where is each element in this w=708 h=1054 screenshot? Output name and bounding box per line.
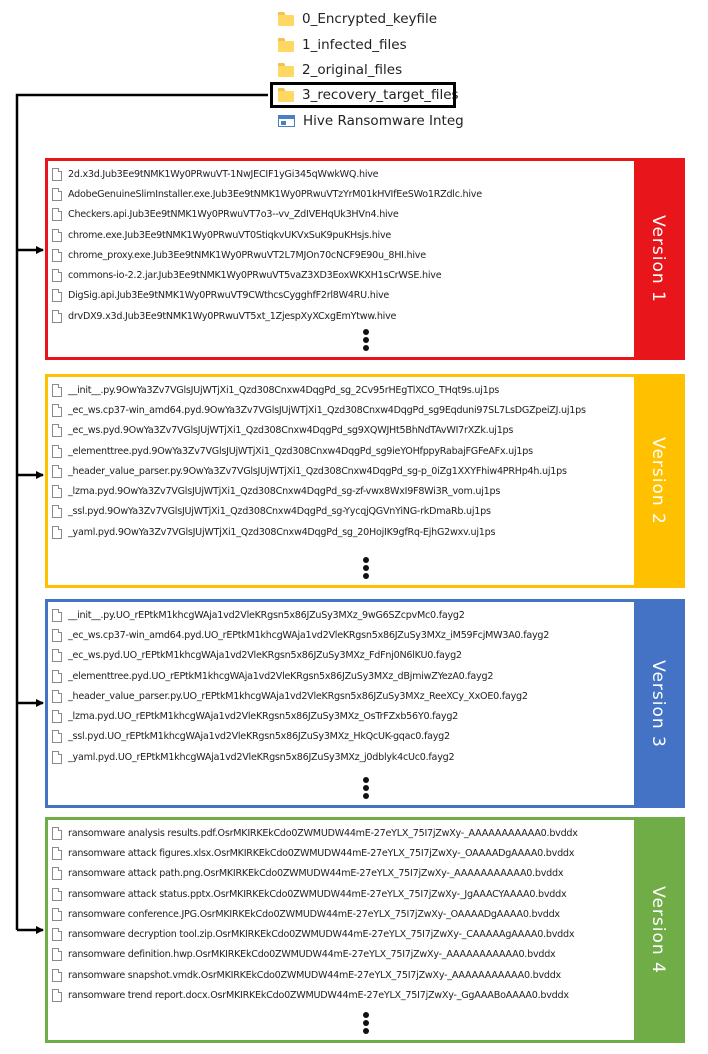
file-name: _ssl.pyd.9OwYa3Zv7VGlsJUjWTjXi1_Qzd308Cnxw4DqgPd_sg-YycqjQGVnYiNG-rkDmaRb.uj1ps (68, 506, 491, 518)
file-name: ransomware decryption tool.zip.OsrMKIRKEkCdo0ZWMUDW44mE-27eYLX_75I7jZwXy-_CAAAAAgAAAA0.bvddx (68, 929, 575, 941)
file-icon (52, 948, 62, 961)
version-3-tab (634, 602, 682, 805)
file-row[interactable] (52, 184, 482, 204)
file-icon (52, 670, 62, 683)
version-2-tab (634, 377, 682, 585)
file-row[interactable] (52, 686, 549, 706)
file-row[interactable] (52, 522, 586, 542)
app-label: Hive Ransomware Integ (303, 113, 464, 129)
file-icon (52, 867, 62, 880)
file-icon (52, 168, 62, 181)
file-row[interactable] (52, 205, 482, 225)
version-3-label: Version 3 (648, 659, 669, 748)
file-row[interactable] (52, 605, 549, 625)
file-row[interactable] (52, 843, 578, 863)
file-name: __init__.py.9OwYa3Zv7VGlsJUjWTjXi1_Qzd308Cnxw4DqgPd_sg_2Cv95rHEgTlXCO_THqt9s.uj1ps (68, 384, 500, 396)
version-2-label: Version 2 (648, 437, 669, 525)
file-name: commons-io-2.2.jar.Jub3Ee9tNMK1Wy0PRwuVT5vaZ3XD3EoxWKXH1sCrWSE.hive (68, 270, 442, 282)
file-row[interactable] (52, 286, 482, 306)
file-row[interactable] (52, 421, 586, 441)
file-name: 2d.x3d.Jub3Ee9tNMK1Wy0PRwuVT-1NwJECIF1yGi345qWwkWQ.hive (68, 168, 379, 180)
file-row[interactable] (52, 245, 482, 265)
file-icon (52, 969, 62, 982)
file-name: AdobeGenuineSlimInstaller.exe.Jub3Ee9tNMK1Wy0PRwuVTzYrM01kHVIfEeSWo1RZdlc.hive (68, 188, 482, 200)
file-icon (52, 384, 62, 397)
file-name: ransomware trend report.docx.OsrMKIRKEkCdo0ZWMUDW44mE-27eYLX_75I7jZwXy-_GgAAABoAAAA0.bvddx (68, 990, 569, 1002)
file-icon (52, 730, 62, 743)
file-icon (52, 289, 62, 302)
highlight-box-recovery-target (270, 82, 456, 108)
file-row[interactable] (52, 502, 586, 522)
file-name: __init__.py.UO_rEPtkM1khcgWAja1vd2VleKRgsn5x86JZuSy3MXz_9wG6SZcpvMc0.fayg2 (68, 609, 465, 621)
file-icon (52, 609, 62, 622)
version-4-tab (634, 820, 682, 1040)
version-1-label: Version 1 (648, 215, 669, 303)
file-name: _elementtree.pyd.UO_rEPtkM1khcgWAja1vd2VleKRgsn5x86JZuSy3MXz_dBjmiwZYezA0.fayg2 (68, 670, 494, 682)
file-row[interactable] (52, 225, 482, 245)
ellipsis-vertical-icon (362, 777, 370, 799)
file-icon (52, 526, 62, 539)
file-icon (52, 229, 62, 242)
application-icon (278, 115, 295, 127)
app-item-hive-ransomware[interactable] (278, 110, 464, 132)
file-name: _ec_ws.cp37-win_amd64.pyd.9OwYa3Zv7VGlsJUjWTjXi1_Qzd308Cnxw4DqgPd_sg9Eqduni97SL7LsDGZpeiZJ.uj1ps (68, 404, 586, 416)
file-name: chrome.exe.Jub3Ee9tNMK1Wy0PRwuVT0StiqkvUKVxSuK9puKHsjs.hive (68, 229, 392, 241)
file-row[interactable] (52, 306, 482, 326)
file-row[interactable] (52, 625, 549, 645)
file-icon (52, 505, 62, 518)
file-icon (52, 751, 62, 764)
file-icon (52, 269, 62, 282)
file-name: _yaml.pyd.9OwYa3Zv7VGlsJUjWTjXi1_Qzd308Cnxw4DqgPd_sg_20HojIK9gfRq-EjhG2wxv.uj1ps (68, 526, 496, 538)
file-icon (52, 908, 62, 921)
file-row[interactable] (52, 924, 578, 944)
file-row[interactable] (52, 864, 578, 884)
file-icon (52, 928, 62, 941)
file-name: _header_value_parser.py.9OwYa3Zv7VGlsJUjWTjXi1_Qzd308Cnxw4DqgPd_sg-p_0iZg1XXYFhiw4PRHp4h.uj1ps (68, 465, 567, 477)
file-row[interactable] (52, 985, 578, 1005)
folder-icon (278, 63, 294, 77)
file-name: _ec_ws.pyd.UO_rEPtkM1khcgWAja1vd2VleKRgsn5x86JZuSy3MXz_FdFnj0N6lKU0.fayg2 (68, 650, 462, 662)
file-icon (52, 888, 62, 901)
version-2-box (45, 374, 685, 588)
file-icon (52, 847, 62, 860)
file-icon (52, 710, 62, 723)
file-icon (52, 485, 62, 498)
file-row[interactable] (52, 666, 549, 686)
version-3-file-list (52, 605, 549, 767)
file-name: ransomware attack status.pptx.OsrMKIRKEkCdo0ZWMUDW44mE-27eYLX_75I7jZwXy-_JgAAACYAAAA0.bvddx (68, 888, 567, 900)
file-name: _lzma.pyd.UO_rEPtkM1khcgWAja1vd2VleKRgsn5x86JZuSy3MXz_OsTrFZxb56Y0.fayg2 (68, 711, 459, 723)
file-name: Checkers.api.Jub3Ee9tNMK1Wy0PRwuVT7o3--vv_ZdIVEHqUk3HVn4.hive (68, 209, 399, 221)
file-row[interactable] (52, 727, 549, 747)
file-row[interactable] (52, 904, 578, 924)
version-2-file-list (52, 380, 586, 542)
file-row[interactable] (52, 441, 586, 461)
file-name: _ec_ws.cp37-win_amd64.pyd.UO_rEPtkM1khcgWAja1vd2VleKRgsn5x86JZuSy3MXz_iM59FcjMW3A0.fayg2 (68, 629, 550, 641)
folder-item-original-files[interactable] (278, 59, 402, 81)
file-name: chrome_proxy.exe.Jub3Ee9tNMK1Wy0PRwuVT2L7MJOn70cNCF9E90u_8HI.hive (68, 249, 426, 261)
file-name: _ec_ws.pyd.9OwYa3Zv7VGlsJUjWTjXi1_Qzd308Cnxw4DqgPd_sg9XQWJHt5BhNdTAvWI7rXZk.uj1ps (68, 425, 514, 437)
file-row[interactable] (52, 945, 578, 965)
file-row[interactable] (52, 823, 578, 843)
folder-label: 0_Encrypted_keyfile (302, 11, 438, 27)
file-icon (52, 465, 62, 478)
file-icon (52, 249, 62, 262)
file-row[interactable] (52, 265, 482, 285)
ellipsis-vertical-icon (362, 557, 370, 579)
file-name: DigSig.api.Jub3Ee9tNMK1Wy0PRwuVT9CWthcsCygghfF2rl8W4RU.hive (68, 290, 390, 302)
version-3-box (45, 599, 685, 808)
file-icon (52, 208, 62, 221)
ellipsis-vertical-icon (362, 329, 370, 351)
file-row[interactable] (52, 965, 578, 985)
file-row[interactable] (52, 400, 586, 420)
file-name: _header_value_parser.py.UO_rEPtkM1khcgWAja1vd2VleKRgsn5x86JZuSy3MXz_ReeXCy_XxOE0.fayg2 (68, 690, 528, 702)
file-name: _lzma.pyd.9OwYa3Zv7VGlsJUjWTjXi1_Qzd308Cnxw4DqgPd_sg-zf-vwx8WxI9F8Wi3R_vom.uj1ps (68, 486, 501, 498)
file-icon (52, 404, 62, 417)
file-icon (52, 445, 62, 458)
file-name: _ssl.pyd.UO_rEPtkM1khcgWAja1vd2VleKRgsn5x86JZuSy3MXz_HkQcUK-gqac0.fayg2 (68, 731, 450, 743)
version-4-file-list (52, 823, 578, 1006)
file-row[interactable] (52, 380, 586, 400)
version-4-box (45, 817, 685, 1043)
folder-item-infected-files[interactable] (278, 34, 407, 56)
file-name: ransomware analysis results.pdf.OsrMKIRKEkCdo0ZWMUDW44mE-27eYLX_75I7jZwXy-_AAAAAAAAAAA0.bvddx (68, 827, 578, 839)
file-name: ransomware conference.JPG.OsrMKIRKEkCdo0ZWMUDW44mE-27eYLX_75I7jZwXy-_OAAAADgAAAA0.bvddx (68, 908, 560, 920)
file-icon (52, 649, 62, 662)
file-name: ransomware snapshot.vmdk.OsrMKIRKEkCdo0ZWMUDW44mE-27eYLX_75I7jZwXy-_AAAAAAAAAAA0.bvddx (68, 969, 561, 981)
folder-label: 1_infected_files (302, 37, 407, 53)
file-row[interactable] (52, 646, 549, 666)
file-icon (52, 424, 62, 437)
file-icon (52, 989, 62, 1002)
folder-icon (278, 38, 294, 52)
file-name: ransomware attack path.png.OsrMKIRKEkCdo0ZWMUDW44mE-27eYLX_75I7jZwXy-_AAAAAAAAAAA0.bvddx (68, 868, 564, 880)
file-row[interactable] (52, 884, 578, 904)
file-icon (52, 629, 62, 642)
file-icon (52, 690, 62, 703)
folder-label: 3_recovery_target_files (302, 87, 459, 103)
file-icon (52, 188, 62, 201)
file-row[interactable] (52, 747, 549, 767)
version-1-tab (634, 161, 682, 357)
ellipsis-vertical-icon (362, 1012, 370, 1034)
file-name: ransomware definition.hwp.OsrMKIRKEkCdo0ZWMUDW44mE-27eYLX_75I7jZwXy-_AAAAAAAAAAA0.bvddx (68, 949, 556, 961)
version-4-label: Version 4 (648, 886, 669, 974)
folder-icon (278, 12, 294, 26)
folder-item-encrypted-keyfile[interactable] (278, 8, 437, 30)
folder-label: 2_original_files (302, 62, 403, 78)
file-row[interactable] (52, 164, 482, 184)
file-row[interactable] (52, 706, 549, 726)
file-name: drvDX9.x3d.Jub3Ee9tNMK1Wy0PRwuVT5xt_1ZjespXyXCxgEmYtww.hive (68, 310, 397, 322)
file-name: ransomware attack figures.xlsx.OsrMKIRKEkCdo0ZWMUDW44mE-27eYLX_75I7jZwXy-_OAAAADgAAAA0.bvddx (68, 847, 575, 859)
file-name: _yaml.pyd.UO_rEPtkM1khcgWAja1vd2VleKRgsn5x86JZuSy3MXz_j0dblyk4cUc0.fayg2 (68, 751, 455, 763)
file-row[interactable] (52, 461, 586, 481)
file-icon (52, 310, 62, 323)
version-1-box (45, 158, 685, 360)
file-name: _elementtree.pyd.9OwYa3Zv7VGlsJUjWTjXi1_Qzd308Cnxw4DqgPd_sg9ieYOHfppyRabajFGFeAFx.uj1ps (68, 445, 533, 457)
file-icon (52, 827, 62, 840)
file-row[interactable] (52, 481, 586, 501)
version-1-file-list (52, 164, 482, 326)
